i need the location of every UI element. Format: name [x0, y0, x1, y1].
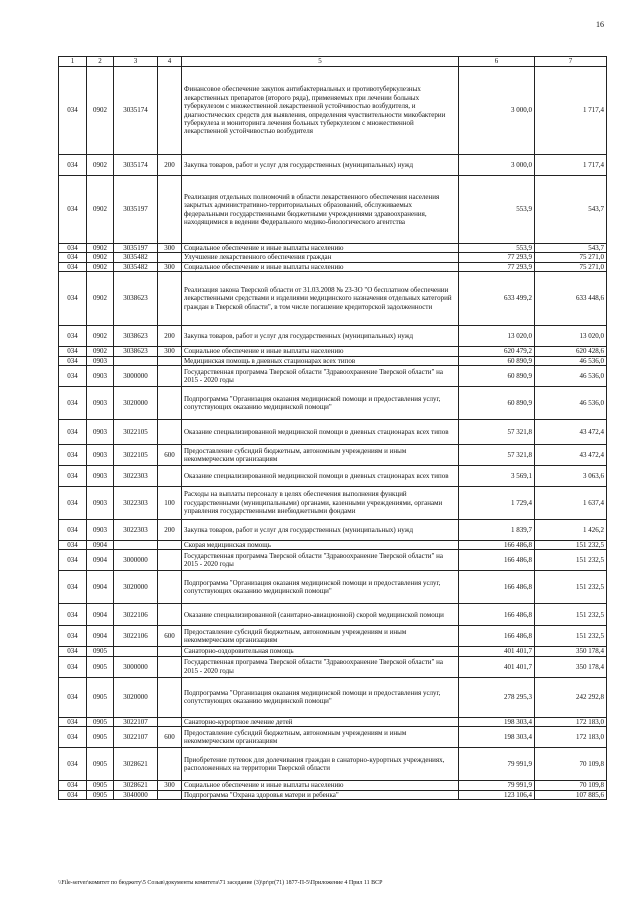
cell-target-article: 3035482: [114, 253, 158, 262]
cell-section: 0905: [87, 677, 114, 717]
cell-approved: 3 569,1: [459, 465, 535, 486]
cell-approved: 166 486,8: [459, 604, 535, 626]
cell-expense-type: 600: [158, 727, 182, 748]
cell-executed: 1 426,2: [535, 519, 607, 540]
cell-approved: 401 401,7: [459, 656, 535, 677]
cell-chapter: 034: [59, 419, 87, 444]
cell-section: 0905: [87, 781, 114, 790]
cell-approved: 166 486,8: [459, 571, 535, 604]
table-row: [59, 419, 607, 444]
cell-description: Расходы на выплаты персоналу в целях обеспечения выполнения функций государственными (муниципальными) органами, казенными учреждениями, органами управления государственными внебюджетными фондами: [182, 486, 459, 519]
cell-chapter: 034: [59, 748, 87, 781]
cell-expense-type: 300: [158, 262, 182, 271]
cell-executed: 75 271,0: [535, 262, 607, 271]
cell-section: 0904: [87, 540, 114, 549]
column-header: 1: [59, 57, 87, 67]
cell-description: Подпрограмма "Организация оказания медицинской помощи и предоставления услуг, сопутствующих оказанию медицинской помощи": [182, 386, 459, 419]
cell-expense-type: [158, 540, 182, 549]
table-body: [59, 67, 607, 800]
cell-section: 0905: [87, 790, 114, 799]
cell-section: 0903: [87, 419, 114, 444]
cell-expense-type: 600: [158, 626, 182, 647]
cell-chapter: 034: [59, 262, 87, 271]
table-row: [59, 647, 607, 656]
cell-target-article: 3020000: [114, 386, 158, 419]
cell-expense-type: [158, 550, 182, 571]
cell-executed: 242 292,8: [535, 677, 607, 717]
column-header: 6: [459, 57, 535, 67]
cell-description: Улучшение лекарственного обеспечения граждан: [182, 253, 459, 262]
cell-section: 0904: [87, 571, 114, 604]
cell-expense-type: [158, 571, 182, 604]
cell-executed: 1 717,4: [535, 155, 607, 176]
cell-executed: 543,7: [535, 244, 607, 253]
column-header: 3: [114, 57, 158, 67]
cell-section: 0902: [87, 244, 114, 253]
cell-section: 0903: [87, 365, 114, 386]
cell-target-article: 3022303: [114, 486, 158, 519]
cell-section: 0902: [87, 67, 114, 155]
cell-section: 0902: [87, 155, 114, 176]
cell-target-article: 3000000: [114, 656, 158, 677]
cell-target-article: 3028621: [114, 781, 158, 790]
cell-expense-type: [158, 67, 182, 155]
cell-executed: 46 536,0: [535, 365, 607, 386]
cell-approved: 123 106,4: [459, 790, 535, 799]
cell-approved: 553,9: [459, 176, 535, 244]
cell-approved: 198 303,4: [459, 717, 535, 726]
cell-target-article: 3022105: [114, 419, 158, 444]
table-row: [59, 748, 607, 781]
cell-chapter: 034: [59, 155, 87, 176]
cell-description: Финансовое обеспечение закупок антибактериальных и противотуберкулезных лекарственных препаратов (второго ряда), применяемых при лечении больных туберкулезом с множественной лекарственной устойчивостью возбудителя, и диагностических средств для выявления, определения чувствительности микобактерии туберкулеза и мониторинга лечения больных туберкулезом с множественной лекарственной устойчивостью возбудителя: [182, 67, 459, 155]
cell-description: Социальное обеспечение и иные выплаты населению: [182, 781, 459, 790]
cell-target-article: 3022105: [114, 444, 158, 465]
cell-description: Подпрограмма "Организация оказания медицинской помощи и предоставления услуг, сопутствующих оказанию медицинской помощи": [182, 677, 459, 717]
cell-chapter: 034: [59, 647, 87, 656]
cell-section: 0902: [87, 176, 114, 244]
cell-executed: 1 637,4: [535, 486, 607, 519]
cell-chapter: 034: [59, 67, 87, 155]
cell-description: Государственная программа Тверской области "Здравоохранение Тверской области" на 2015 - 2020 годы: [182, 656, 459, 677]
cell-description: Предоставление субсидий бюджетным, автономным учреждениям и иным некоммерческим организациям: [182, 444, 459, 465]
cell-description: Государственная программа Тверской области "Здравоохранение Тверской области" на 2015 - 2020 годы: [182, 550, 459, 571]
cell-description: Санаторно-курортное лечение детей: [182, 717, 459, 726]
page-number: 16: [596, 20, 604, 29]
cell-target-article: [114, 540, 158, 549]
cell-target-article: 3022106: [114, 626, 158, 647]
cell-approved: 166 486,8: [459, 626, 535, 647]
cell-description: Санаторно-оздоровительная помощь: [182, 647, 459, 656]
table-row: [59, 571, 607, 604]
cell-chapter: 034: [59, 550, 87, 571]
table-row: [59, 272, 607, 326]
cell-executed: 151 232,5: [535, 604, 607, 626]
cell-chapter: 034: [59, 656, 87, 677]
table-row: [59, 465, 607, 486]
column-header: 2: [87, 57, 114, 67]
cell-approved: 1 839,7: [459, 519, 535, 540]
cell-expense-type: 300: [158, 347, 182, 356]
cell-approved: 60 890,9: [459, 365, 535, 386]
table-row: [59, 519, 607, 540]
cell-chapter: 034: [59, 781, 87, 790]
cell-section: 0903: [87, 465, 114, 486]
cell-section: 0905: [87, 656, 114, 677]
cell-section: 0902: [87, 272, 114, 326]
cell-executed: 46 536,0: [535, 386, 607, 419]
table-row: [59, 717, 607, 726]
cell-section: 0902: [87, 253, 114, 262]
cell-target-article: 3022106: [114, 604, 158, 626]
table-row: [59, 326, 607, 347]
cell-description: Закупка товаров, работ и услуг для государственных (муниципальных) нужд: [182, 519, 459, 540]
cell-description: Социальное обеспечение и иные выплаты населению: [182, 262, 459, 271]
cell-target-article: 3035197: [114, 176, 158, 244]
cell-approved: 13 020,0: [459, 326, 535, 347]
cell-chapter: 034: [59, 347, 87, 356]
cell-section: 0902: [87, 326, 114, 347]
table-row: [59, 176, 607, 244]
cell-target-article: 3035174: [114, 67, 158, 155]
cell-approved: 79 991,9: [459, 748, 535, 781]
table-row: [59, 444, 607, 465]
cell-executed: 107 885,6: [535, 790, 607, 799]
cell-approved: 57 321,8: [459, 444, 535, 465]
cell-expense-type: [158, 748, 182, 781]
cell-target-article: 3020000: [114, 571, 158, 604]
cell-target-article: 3000000: [114, 365, 158, 386]
cell-target-article: 3038623: [114, 326, 158, 347]
table-row: [59, 486, 607, 519]
cell-description: Закупка товаров, работ и услуг для государственных (муниципальных) нужд: [182, 326, 459, 347]
cell-expense-type: 300: [158, 781, 182, 790]
cell-approved: 401 401,7: [459, 647, 535, 656]
cell-chapter: 034: [59, 486, 87, 519]
cell-executed: 151 232,5: [535, 550, 607, 571]
cell-approved: 77 293,9: [459, 253, 535, 262]
cell-expense-type: [158, 176, 182, 244]
cell-section: 0902: [87, 347, 114, 356]
cell-description: Предоставление субсидий бюджетным, автономным учреждениям и иным некоммерческим организациям: [182, 727, 459, 748]
cell-description: Предоставление субсидий бюджетным, автономным учреждениям и иным некоммерческим организациям: [182, 626, 459, 647]
cell-approved: 278 295,3: [459, 677, 535, 717]
cell-description: Государственная программа Тверской области "Здравоохранение Тверской области" на 2015 - 2020 годы: [182, 365, 459, 386]
column-header: 4: [158, 57, 182, 67]
cell-section: 0903: [87, 356, 114, 365]
cell-expense-type: [158, 272, 182, 326]
cell-section: 0905: [87, 647, 114, 656]
cell-description: Оказание специализированной медицинской помощи в дневных стационарах всех типов: [182, 419, 459, 444]
table-row: [59, 365, 607, 386]
table-row: [59, 262, 607, 271]
cell-target-article: 3035482: [114, 262, 158, 271]
cell-description: Реализация отдельных полномочий в области лекарственного обеспечения населения закрытых административно-территориальных образований, обслуживаемых федеральными государственными бюджетными учреждениями здравоохранения, находящимися в ведении Федерального медико-биологического агентства: [182, 176, 459, 244]
cell-expense-type: [158, 419, 182, 444]
cell-approved: 198 303,4: [459, 727, 535, 748]
cell-executed: 350 178,4: [535, 656, 607, 677]
cell-target-article: 3040000: [114, 790, 158, 799]
cell-approved: 60 890,9: [459, 356, 535, 365]
cell-target-article: 3028621: [114, 748, 158, 781]
table-row: [59, 626, 607, 647]
table-row: [59, 356, 607, 365]
cell-section: 0904: [87, 550, 114, 571]
cell-chapter: 034: [59, 176, 87, 244]
cell-executed: 151 232,5: [535, 540, 607, 549]
cell-approved: 79 991,9: [459, 781, 535, 790]
cell-chapter: 034: [59, 465, 87, 486]
cell-chapter: 034: [59, 626, 87, 647]
cell-approved: 166 486,8: [459, 540, 535, 549]
cell-target-article: 3000000: [114, 550, 158, 571]
cell-target-article: 3038623: [114, 272, 158, 326]
cell-chapter: 034: [59, 444, 87, 465]
cell-section: 0904: [87, 604, 114, 626]
cell-approved: 77 293,9: [459, 262, 535, 271]
cell-approved: 3 000,0: [459, 155, 535, 176]
table-row: [59, 677, 607, 717]
cell-description: Оказание специализированной (санитарно-авиационной) скорой медицинской помощи: [182, 604, 459, 626]
cell-expense-type: 200: [158, 519, 182, 540]
cell-approved: 166 486,8: [459, 550, 535, 571]
cell-expense-type: [158, 717, 182, 726]
table-row: [59, 727, 607, 748]
cell-expense-type: [158, 656, 182, 677]
cell-executed: 151 232,5: [535, 626, 607, 647]
cell-description: Социальное обеспечение и иные выплаты населению: [182, 347, 459, 356]
cell-expense-type: 100: [158, 486, 182, 519]
cell-expense-type: [158, 790, 182, 799]
cell-section: 0903: [87, 386, 114, 419]
cell-chapter: 034: [59, 571, 87, 604]
cell-executed: 620 428,6: [535, 347, 607, 356]
cell-description: Приобретение путевок для долечивания граждан в санаторно-курортных учреждениях, расположенных на территории Тверской области: [182, 748, 459, 781]
table-row: [59, 244, 607, 253]
cell-chapter: 034: [59, 717, 87, 726]
cell-executed: 1 717,4: [535, 67, 607, 155]
cell-expense-type: 200: [158, 326, 182, 347]
cell-expense-type: [158, 365, 182, 386]
cell-approved: 3 000,0: [459, 67, 535, 155]
table-row: [59, 540, 607, 549]
cell-section: 0905: [87, 717, 114, 726]
cell-chapter: 034: [59, 272, 87, 326]
cell-section: 0905: [87, 748, 114, 781]
cell-target-article: 3022303: [114, 519, 158, 540]
cell-description: Социальное обеспечение и иные выплаты населению: [182, 244, 459, 253]
cell-chapter: 034: [59, 326, 87, 347]
table-row: [59, 604, 607, 626]
cell-target-article: [114, 356, 158, 365]
cell-chapter: 034: [59, 540, 87, 549]
cell-target-article: 3022303: [114, 465, 158, 486]
table-row: [59, 781, 607, 790]
cell-chapter: 034: [59, 356, 87, 365]
cell-executed: 13 020,0: [535, 326, 607, 347]
table-row: [59, 67, 607, 155]
cell-section: 0904: [87, 626, 114, 647]
cell-executed: 350 178,4: [535, 647, 607, 656]
cell-expense-type: [158, 356, 182, 365]
column-header: 5: [182, 57, 459, 67]
cell-expense-type: [158, 465, 182, 486]
cell-target-article: 3035197: [114, 244, 158, 253]
cell-description: Скорая медицинская помощь: [182, 540, 459, 549]
cell-expense-type: [158, 677, 182, 717]
cell-executed: 46 536,0: [535, 356, 607, 365]
cell-description: Медицинская помощь в дневных стационарах всех типов: [182, 356, 459, 365]
table-row: [59, 386, 607, 419]
cell-description: Подпрограмма "Организация оказания медицинской помощи и предоставления услуг, сопутствующих оказанию медицинской помощи": [182, 571, 459, 604]
column-number-row: [59, 57, 607, 67]
cell-executed: 633 448,6: [535, 272, 607, 326]
cell-chapter: 034: [59, 727, 87, 748]
cell-target-article: 3035174: [114, 155, 158, 176]
cell-section: 0903: [87, 519, 114, 540]
cell-approved: 633 499,2: [459, 272, 535, 326]
cell-executed: 151 232,5: [535, 571, 607, 604]
cell-approved: 1 729,4: [459, 486, 535, 519]
cell-section: 0905: [87, 727, 114, 748]
cell-approved: 620 479,2: [459, 347, 535, 356]
cell-description: Оказание специализированной медицинской помощи в дневных стационарах всех типов: [182, 465, 459, 486]
cell-target-article: 3022107: [114, 727, 158, 748]
cell-section: 0903: [87, 486, 114, 519]
cell-target-article: 3020000: [114, 677, 158, 717]
cell-chapter: 034: [59, 365, 87, 386]
budget-table: [58, 56, 607, 800]
cell-chapter: 034: [59, 604, 87, 626]
cell-executed: 43 472,4: [535, 444, 607, 465]
cell-expense-type: 300: [158, 244, 182, 253]
cell-executed: 70 109,8: [535, 781, 607, 790]
column-header: 7: [535, 57, 607, 67]
cell-executed: 172 183,0: [535, 717, 607, 726]
cell-expense-type: [158, 253, 182, 262]
cell-executed: 70 109,8: [535, 748, 607, 781]
cell-approved: 57 321,8: [459, 419, 535, 444]
cell-expense-type: [158, 386, 182, 419]
cell-expense-type: 600: [158, 444, 182, 465]
cell-target-article: 3038623: [114, 347, 158, 356]
table-row: [59, 656, 607, 677]
cell-executed: 75 271,0: [535, 253, 607, 262]
budget-table-container: [58, 56, 606, 800]
table-row: [59, 253, 607, 262]
cell-chapter: 034: [59, 386, 87, 419]
cell-executed: 172 183,0: [535, 727, 607, 748]
file-path-footer: \\File-server\комитет по бюджету\5 Созыв\документы комитета\71 заседание (3)\pr\pr(71) 1877-П-5\Приложение 4 Прил 11 ВСР: [58, 880, 383, 886]
cell-expense-type: [158, 604, 182, 626]
cell-executed: 43 472,4: [535, 419, 607, 444]
table-row: [59, 155, 607, 176]
table-row: [59, 790, 607, 799]
cell-chapter: 034: [59, 253, 87, 262]
cell-chapter: 034: [59, 677, 87, 717]
cell-chapter: 034: [59, 244, 87, 253]
cell-target-article: 3022107: [114, 717, 158, 726]
cell-chapter: 034: [59, 519, 87, 540]
cell-approved: 553,9: [459, 244, 535, 253]
cell-executed: 3 063,6: [535, 465, 607, 486]
cell-section: 0903: [87, 444, 114, 465]
cell-section: 0902: [87, 262, 114, 271]
cell-expense-type: [158, 647, 182, 656]
table-row: [59, 347, 607, 356]
cell-chapter: 034: [59, 790, 87, 799]
cell-executed: 543,7: [535, 176, 607, 244]
cell-description: Подпрограмма "Охрана здоровья матери и ребенка": [182, 790, 459, 799]
cell-target-article: [114, 647, 158, 656]
cell-description: Реализация закона Тверской области от 31.03.2008 № 23-ЗО "О бесплатном обеспечении лекарственными средствами и изделиями медицинского назначения отдельных категорий граждан в Тверской области", в том числе погашение кредиторской задолженности: [182, 272, 459, 326]
cell-expense-type: 200: [158, 155, 182, 176]
cell-approved: 60 890,9: [459, 386, 535, 419]
table-row: [59, 550, 607, 571]
cell-description: Закупка товаров, работ и услуг для государственных (муниципальных) нужд: [182, 155, 459, 176]
